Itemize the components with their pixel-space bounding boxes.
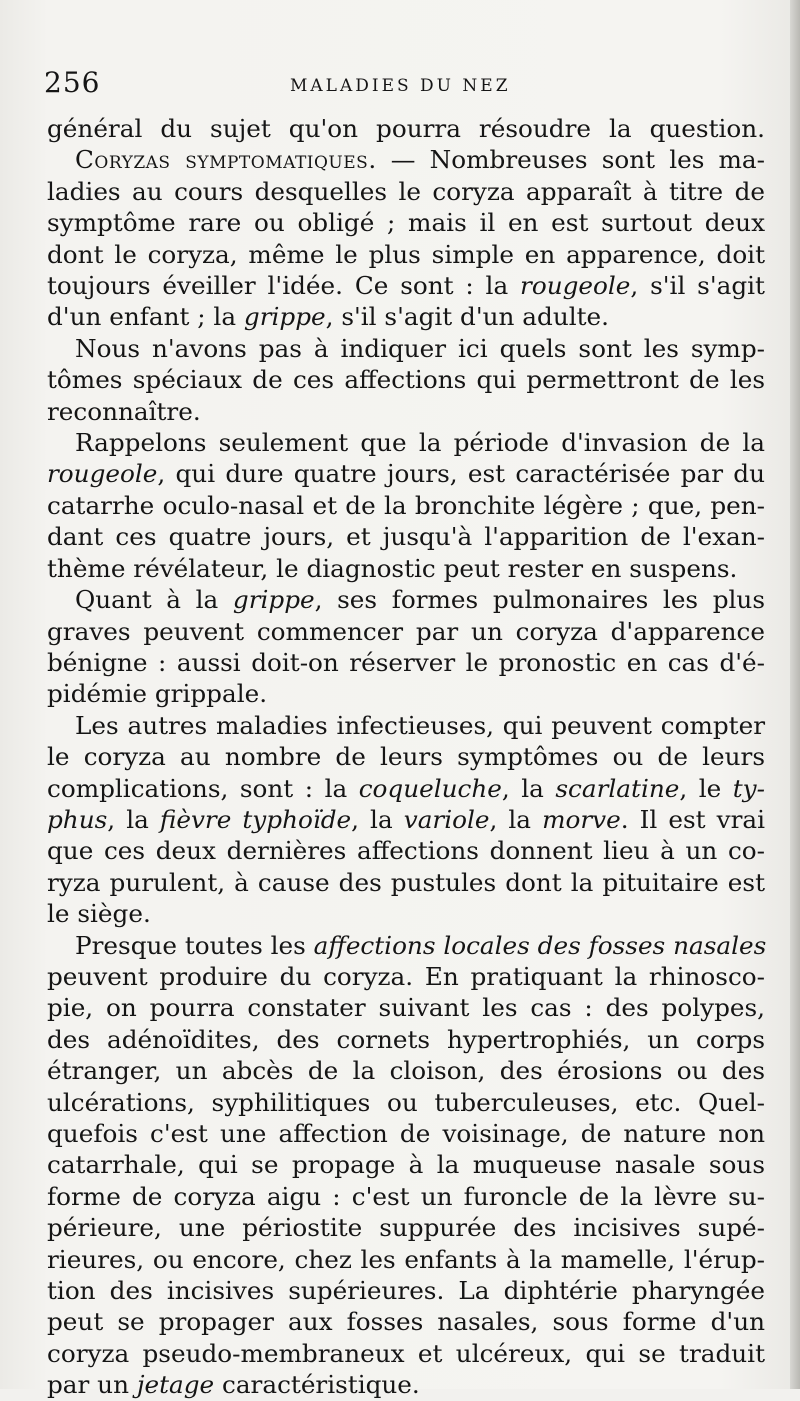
text-line: symptôme rare ou obligé ; mais il en est surtout deux: [47, 208, 765, 238]
page-number: 256: [44, 66, 101, 99]
text-line: phus, la fièvre typhoïde, la variole, la morve. Il est vrai: [47, 804, 765, 834]
emphasis: affections locales des fosses nasales: [313, 930, 767, 960]
paragraph: [47, 930, 765, 1401]
paragraph: [47, 333, 765, 427]
text-line: quefois c'est une affection de voisinage, de nature non: [47, 1119, 765, 1148]
text-line: périeure, une périostite suppurée des incisives supé-: [47, 1213, 765, 1243]
text-line: pie, on pourra constater suivant les cas : des polypes,: [47, 993, 765, 1023]
text-line: Coryzas symptomatiques. — Nombreuses sont les ma-: [75, 145, 765, 175]
text-line: Les autres maladies infectieuses, qui peuvent compter: [75, 710, 765, 740]
text-line: coryza pseudo-membraneux et ulcéreux, qui se traduit: [47, 1338, 765, 1368]
text-line: ladies au cours desquelles le coryza apparaît à titre de: [47, 176, 765, 206]
text-line: Quant à la grippe, ses formes pulmonaires les plus: [75, 585, 765, 615]
section-heading: Coryzas symptomatiques.: [75, 145, 377, 175]
text-line: peuvent produire du coryza. En pratiquant la rhinosco-: [47, 961, 765, 991]
text-line: des adénoïdites, des cornets hypertrophiés, un corps: [47, 1024, 765, 1054]
emphasis: variole: [403, 804, 490, 834]
emphasis: jetage: [136, 1370, 215, 1400]
text-line: catarrhale, qui se propage à la muqueuse nasale sous: [47, 1150, 765, 1180]
emphasis: rougeole: [47, 459, 158, 489]
paragraph: [47, 710, 765, 930]
text-line: dant ces quatre jours, et jusqu'à l'apparition de l'exan-: [47, 522, 765, 552]
text-line: étranger, un abcès de la cloison, des érosions ou des: [47, 1056, 765, 1086]
emphasis: ty-: [732, 773, 765, 803]
text-line: ulcérations, syphilitiques ou tuberculeuses, etc. Quel-: [47, 1087, 765, 1117]
page-edge: [790, 0, 800, 1389]
text-line: Presque toutes les affections locales des fosses nasales: [75, 930, 767, 960]
emphasis: phus: [47, 804, 108, 834]
text-line: reconnaître.: [47, 396, 201, 426]
running-title: MALADIES DU NEZ: [290, 76, 511, 96]
text-line: le siège.: [47, 899, 151, 929]
text-line: thème révélateur, le diagnostic peut rester en suspens.: [47, 553, 738, 583]
emphasis: grippe: [232, 585, 315, 615]
text-line: complications, sont : la coqueluche, la scarlatine, le ty-: [47, 773, 765, 803]
text-line: d'un enfant ; la grippe, s'il s'agit d'un adulte.: [47, 302, 609, 332]
text-line: général du sujet qu'on pourra résoudre la question.: [47, 114, 765, 143]
paragraph: [47, 427, 765, 584]
body-text: [47, 113, 765, 1401]
text-line: graves peuvent commencer par un coryza d'apparence: [47, 616, 765, 646]
text-line: que ces deux dernières affections donnent lieu à un co-: [47, 836, 765, 866]
text-line: Rappelons seulement que la période d'invasion de la: [75, 428, 765, 458]
paragraph: [47, 113, 765, 144]
text-line: rieures, ou encore, chez les enfants à la mamelle, l'érup-: [47, 1244, 765, 1274]
text-line: peut se propager aux fosses nasales, sous forme d'un: [47, 1307, 765, 1337]
text-line: le coryza au nombre de leurs symptômes ou de leurs: [47, 742, 765, 772]
text-line: dont le coryza, même le plus simple en apparence, doit: [47, 239, 765, 269]
emphasis: coqueluche: [358, 773, 502, 803]
text-line: pidémie grippale.: [47, 679, 268, 709]
text-line: catarrhe oculo-nasal et de la bronchite légère ; que, pen-: [47, 490, 765, 520]
paragraph-coryzas-symptomatiques: [47, 144, 765, 332]
emphasis: rougeole: [520, 271, 631, 301]
paragraph: [47, 584, 765, 710]
text-line: bénigne : aussi doit-on réserver le pronostic en cas d'é-: [47, 647, 765, 677]
text-line: par un jetage caractéristique.: [47, 1370, 420, 1400]
text-line: toujours éveiller l'idée. Ce sont : la rougeole, s'il s'agit: [47, 271, 765, 301]
emphasis: grippe: [243, 302, 326, 332]
page-header: [44, 66, 760, 106]
text-line: ryza purulent, à cause des pustules dont la pituitaire est: [47, 867, 765, 897]
text-line: tion des incisives supérieures. La diphtérie pharyngée: [47, 1276, 765, 1306]
emphasis: morve: [542, 804, 621, 834]
text-line: tômes spéciaux de ces affections qui permettront de les: [47, 365, 765, 395]
emphasis: fièvre typhoïde: [159, 804, 352, 834]
text-line: rougeole, qui dure quatre jours, est caractérisée par du: [47, 459, 765, 489]
emphasis: scarlatine: [555, 773, 680, 803]
text-line: Nous n'avons pas à indiquer ici quels sont les symp-: [75, 333, 765, 363]
text-line: forme de coryza aigu : c'est un furoncle de la lèvre su-: [47, 1181, 765, 1211]
